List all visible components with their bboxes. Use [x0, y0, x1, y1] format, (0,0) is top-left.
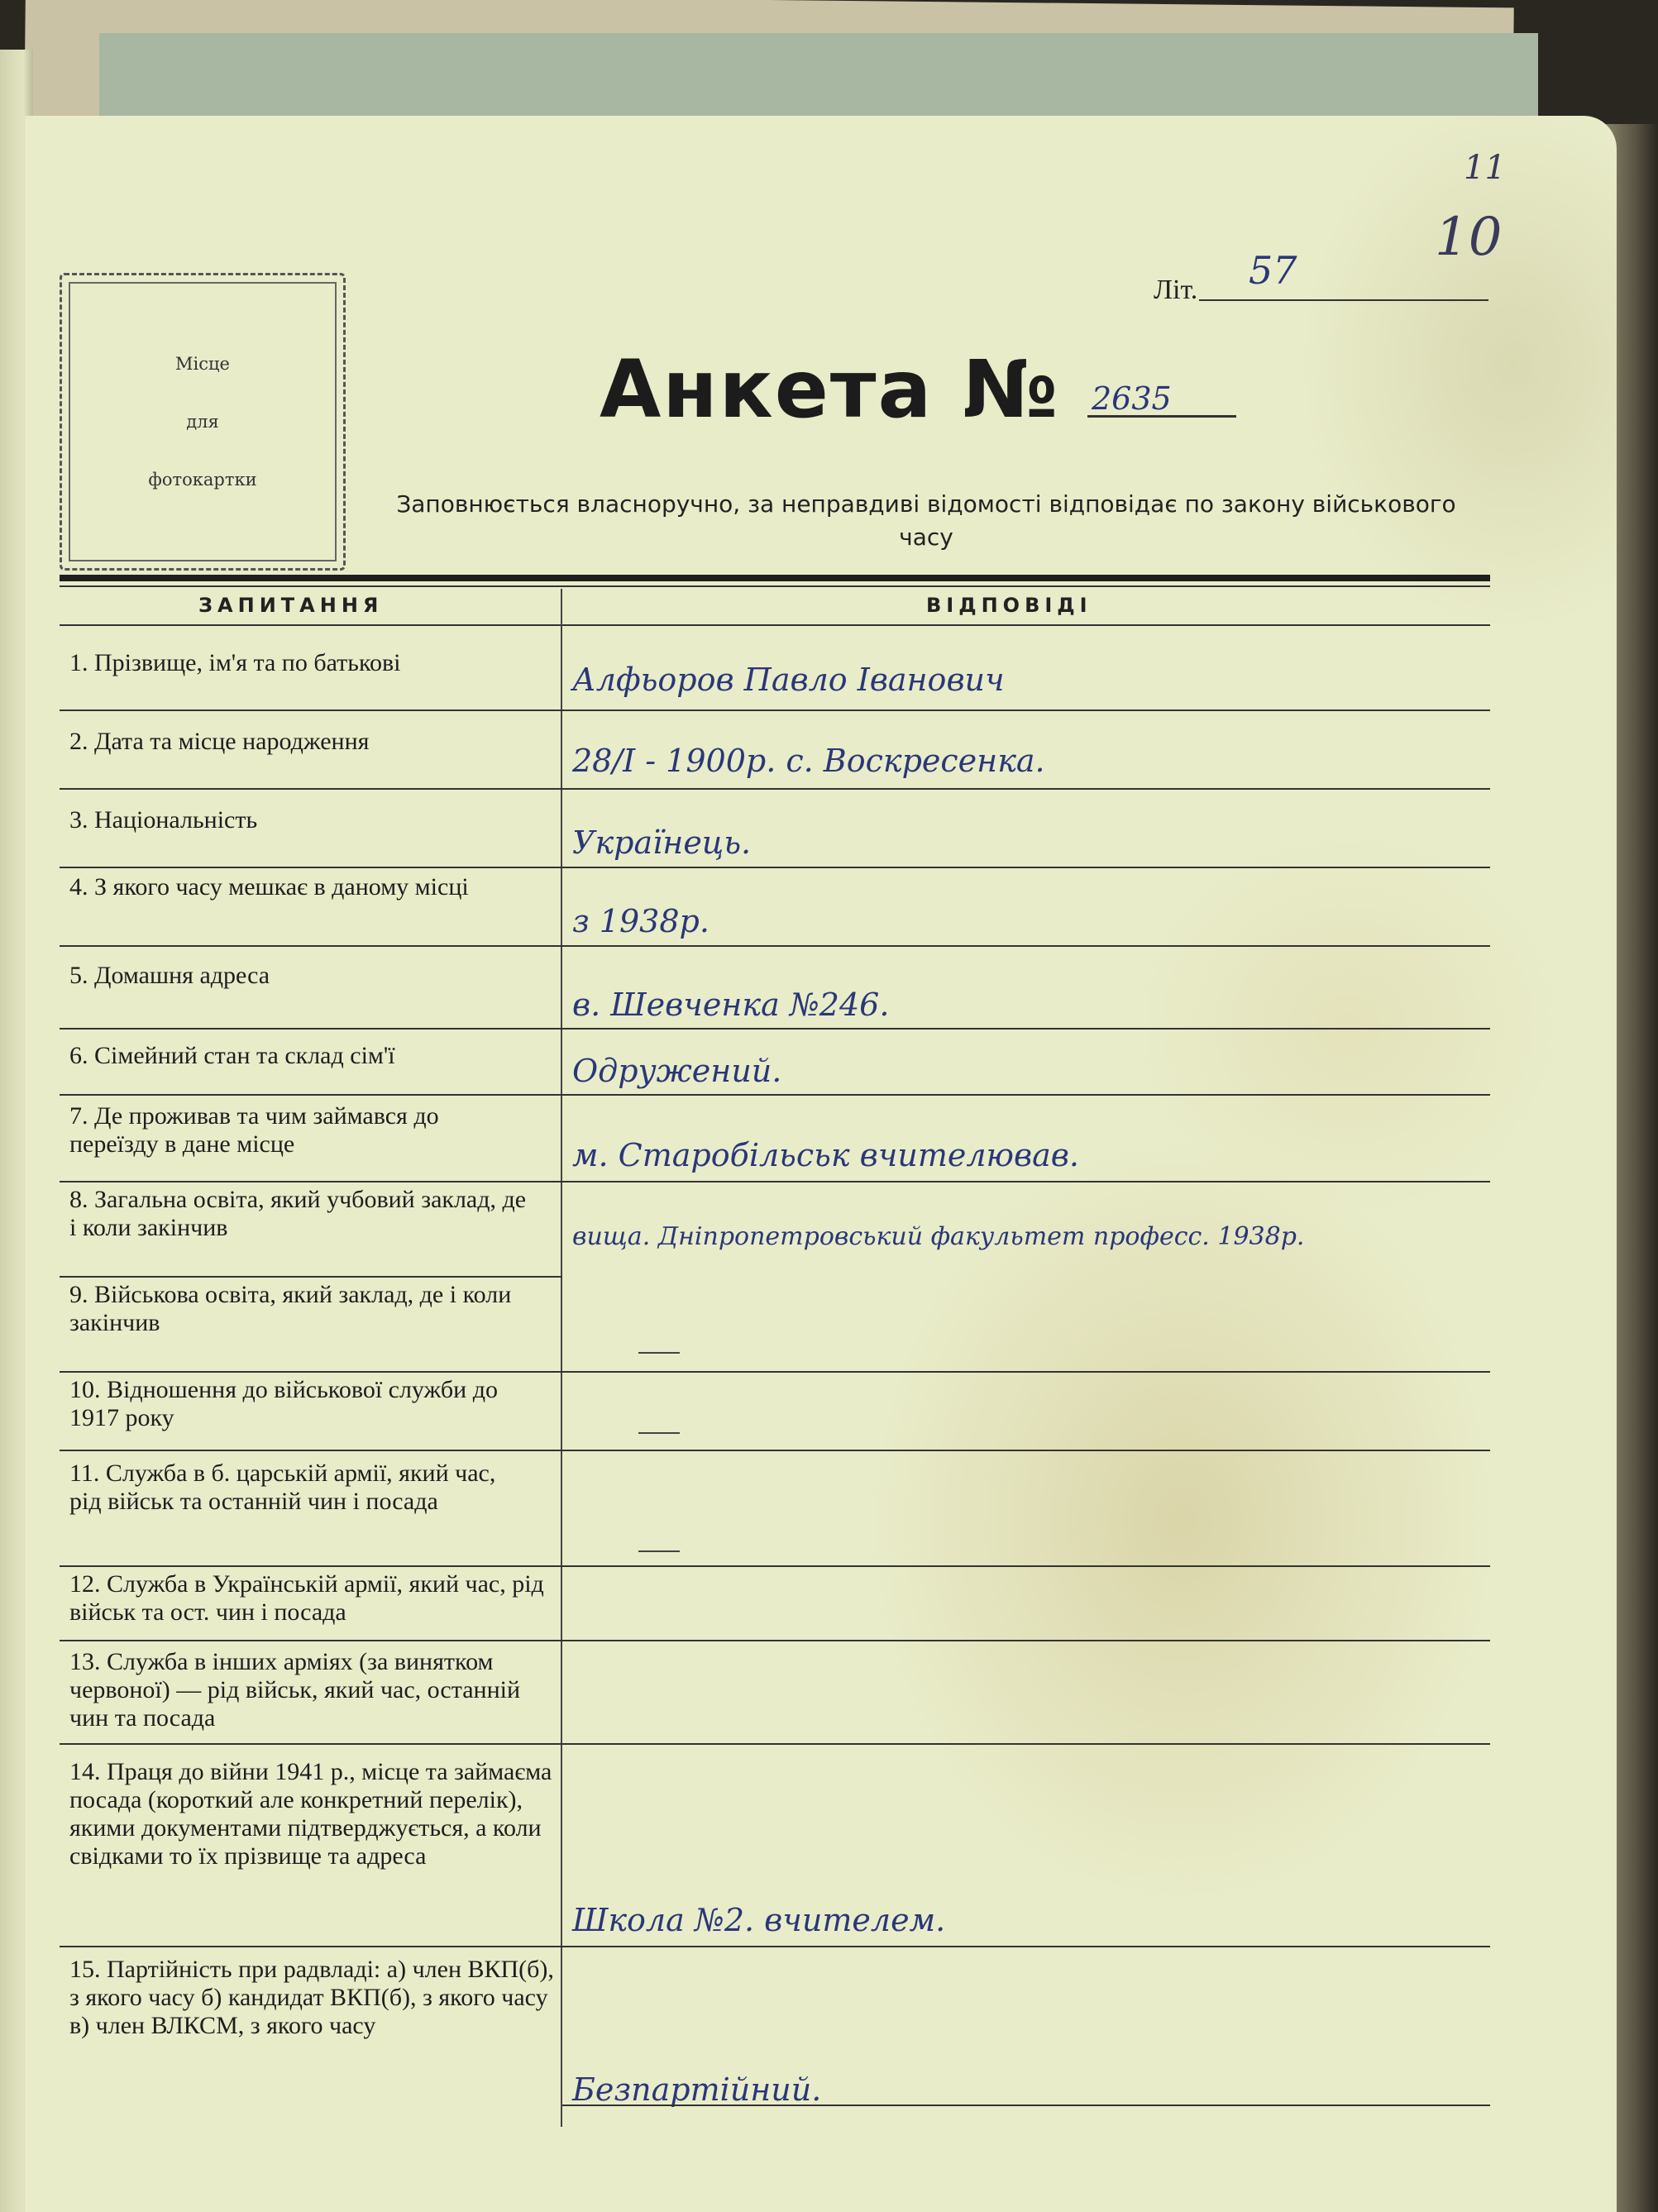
question-6: 6. Сімейний стан та склад сім'ї	[69, 1042, 395, 1069]
answer-7: м. Старобільськ вчителював.	[572, 1137, 1079, 1173]
question-9: 9. Військова освіта, який заклад, де і коли закінчив	[69, 1281, 512, 1336]
answer-6: Одружений.	[572, 1053, 782, 1089]
form-number: 2635	[1092, 380, 1172, 417]
photo-label-line3: фотокартки	[148, 470, 257, 490]
question-3: 3. Національність	[69, 806, 258, 834]
photo-label-line1: Місце	[175, 354, 230, 374]
lit-underline	[1199, 299, 1488, 301]
photo-placeholder	[60, 273, 346, 571]
form-title: Анкета №	[600, 343, 1060, 436]
answer-underline	[562, 2105, 1490, 2106]
table-row	[60, 1096, 1490, 1182]
lit-value: 57	[1249, 248, 1297, 293]
question-8: 8. Загальна освіта, який учбовий заклад, де і коли закінчив	[69, 1186, 527, 1241]
answer-14: Школа №2. вчителем.	[572, 1902, 946, 1938]
answer-2: 28/І - 1900р. с. Воскресенка.	[572, 743, 1045, 779]
question-11: 11. Служба в б. царській армії, який час, рід військ та останній чин і посада	[69, 1460, 496, 1515]
question-1: 1. Прізвище, ім'я та по батькові	[69, 649, 401, 676]
photo-label-line2: для	[186, 412, 219, 432]
question-13: 13. Служба в інших арміях (за винятком червоної) — рід військ, який час, останній чин та посада	[69, 1648, 521, 1732]
table-row	[60, 947, 1490, 1030]
table-row	[60, 1278, 1490, 1373]
table-row	[60, 868, 1490, 947]
column-header-questions: ЗАПИТАННЯ	[198, 594, 384, 617]
form-subtitle: Заповнюється власноручно, за неправдиві відомості відповідає по закону військового часу	[396, 490, 1456, 551]
table-row	[60, 711, 1490, 790]
question-12: 12. Служба в Українській армії, який час, рід військ та ост. чин і посада	[69, 1570, 544, 1626]
question-5: 5. Домашня адреса	[69, 962, 270, 989]
question-7: 7. Де проживав та чим займався до переїзду в дане місце	[69, 1102, 439, 1158]
answer-15: Безпартійний.	[572, 2071, 822, 2108]
question-15: 15. Партійність при радвладі: а) член ВКП(б), з якого часу б) кандидат ВКП(б), з якого часу в) член ВЛКСМ, з якого часу	[69, 1956, 554, 2039]
table-row	[60, 1947, 1490, 2113]
table-row	[60, 1030, 1490, 1096]
answer-dash	[638, 1352, 680, 1354]
lit-label: Літ.	[1154, 275, 1198, 305]
column-header-rule	[60, 624, 1490, 626]
table-row	[60, 1451, 1490, 1567]
question-2: 2. Дата та місце народження	[69, 728, 370, 755]
photo-frame	[69, 282, 337, 561]
table-row	[60, 637, 1490, 711]
table-row	[60, 1182, 1490, 1278]
corner-page-number: 10	[1435, 207, 1503, 268]
table-row	[60, 790, 1490, 868]
header-rule-thin	[60, 585, 1490, 587]
question-14: 14. Праця до війни 1941 р., місце та займаєма посада (короткий але конкретний перелік), якими документами підтверджується, а коли свідками то їх прізвище та адреса	[69, 1758, 552, 1870]
answer-dash	[638, 1550, 680, 1552]
form-number-underline	[1087, 415, 1236, 418]
table-row	[60, 1745, 1490, 1947]
corner-mark: 11	[1464, 149, 1506, 187]
answer-5: в. Шевченка №246.	[572, 987, 890, 1023]
table-row	[60, 1641, 1490, 1745]
table-row	[60, 1567, 1490, 1641]
question-10: 10. Відношення до військової служби до 1917 року	[69, 1376, 498, 1431]
answer-3: Українець.	[572, 824, 752, 861]
header-rule-thick	[60, 575, 1490, 581]
answer-8: вища. Дніпропетровський факультет професс. 1938р.	[572, 1222, 1305, 1251]
column-header-answers: ВІДПОВІДІ	[926, 594, 1092, 617]
answer-1: Алфьоров Павло Іванович	[572, 662, 1005, 698]
table-row	[60, 1373, 1490, 1451]
question-4: 4. З якого часу мешкає в даному місці	[69, 873, 469, 901]
answer-4: з 1938р.	[572, 903, 710, 939]
answer-dash	[638, 1432, 680, 1434]
